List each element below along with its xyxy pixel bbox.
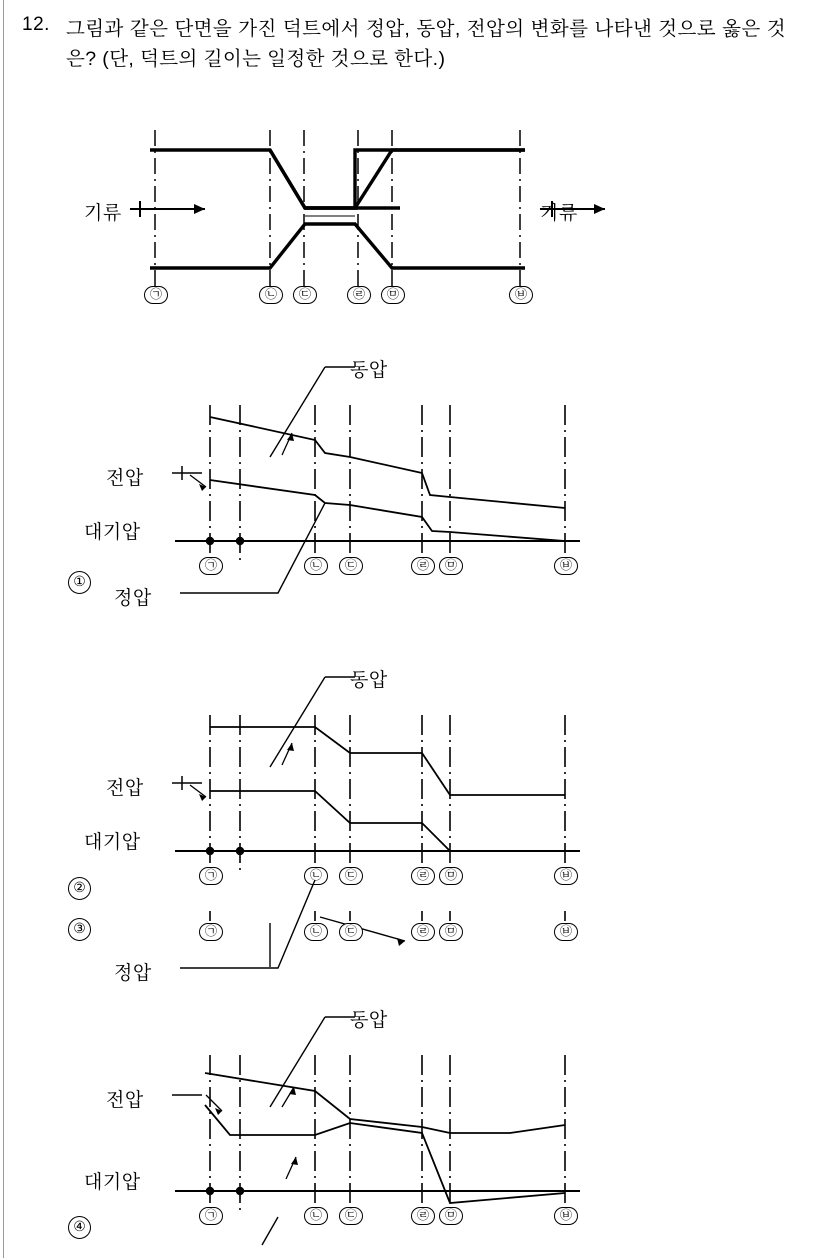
choice-3-station-5: ㉤	[439, 923, 463, 941]
choice-4-dynamic-label: 동압	[350, 1010, 388, 1031]
choice-4-atmospheric-label: 대기압	[84, 1172, 141, 1193]
duct-station-2: ㉡	[259, 286, 283, 304]
choice-1-total-label: 전압	[106, 468, 144, 489]
duct-cross-section-figure	[84, 120, 740, 310]
duct-station-6: ㉥	[509, 286, 533, 304]
choice-1-station-5: ㉤	[439, 557, 463, 575]
choice-2-station-6: ㉥	[554, 867, 578, 885]
choice-1-station-2: ㉡	[304, 557, 328, 575]
choice-4-number-label: ④	[68, 1216, 91, 1239]
choice-3-station-2: ㉡	[304, 923, 328, 941]
choice-4-station-4: ㉣	[411, 1207, 435, 1225]
choice-3-station-6: ㉥	[554, 923, 578, 941]
choice-3-station-1: ㉠	[199, 923, 223, 941]
choice-4-number[interactable]	[68, 1215, 91, 1239]
choice-4-station-2: ㉡	[304, 1207, 328, 1225]
choice-4-station-6: ㉥	[554, 1207, 578, 1225]
choice-2-station-3: ㉢	[339, 867, 363, 885]
choice-1-number-label: ①	[68, 571, 91, 594]
choice-4-station-1: ㉠	[199, 1207, 223, 1225]
choice-4-figure	[84, 995, 730, 1245]
choice-1-atmospheric-label: 대기압	[84, 522, 141, 543]
choice-2-static-leader	[110, 940, 510, 1000]
choice-1-dynamic-label: 동압	[350, 360, 388, 381]
choice-2-station-4: ㉣	[411, 867, 435, 885]
choice-4-total-label: 전압	[106, 1090, 144, 1111]
choice-2-total-label: 전압	[106, 778, 144, 799]
question-number: 12.	[22, 14, 50, 35]
question-text: 그림과 같은 단면을 가진 덕트에서 정압, 동압, 전압의 변화를 나타낸 것으로 옳은 것은? (단, 덕트의 길이는 일정한 것으로 한다.)	[66, 18, 786, 70]
choice-2-figure	[84, 655, 730, 915]
choice-2-atmospheric-label: 대기압	[84, 832, 141, 853]
choice-2-number-label: ②	[68, 877, 91, 900]
duct-right-flow-label: 기류	[540, 203, 578, 224]
choice-2-station-1: ㉠	[199, 867, 223, 885]
choice-1-static-label: 정압	[114, 588, 152, 609]
choice-1-station-3: ㉢	[339, 557, 363, 575]
choice-1-number[interactable]	[68, 570, 91, 594]
choice-2-dynamic-label: 동압	[350, 670, 388, 691]
duct-station-4: ㉣	[347, 286, 371, 304]
duct-station-3: ㉢	[293, 286, 317, 304]
choice-3-number[interactable]	[68, 917, 91, 941]
duct-left-flow-label: 기류	[84, 203, 122, 224]
choice-4-station-3: ㉢	[339, 1207, 363, 1225]
choice-1-figure	[84, 345, 730, 620]
choice-1-station-4: ㉣	[411, 557, 435, 575]
choice-2-station-5: ㉤	[439, 867, 463, 885]
choice-2-number[interactable]	[68, 876, 91, 900]
choice-4-station-5: ㉤	[439, 1207, 463, 1225]
duct-station-1: ㉠	[144, 286, 168, 304]
choice-3-number-label: ③	[68, 918, 91, 941]
choice-3-station-3: ㉢	[339, 923, 363, 941]
choice-3-station-4: ㉣	[411, 923, 435, 941]
choice-2-static-label: 정압	[114, 963, 152, 984]
choice-2-station-2: ㉡	[304, 867, 328, 885]
choice-1-station-1: ㉠	[199, 557, 223, 575]
choice-1-station-6: ㉥	[554, 557, 578, 575]
page-margin-rule	[3, 0, 4, 1258]
duct-station-5: ㉤	[381, 286, 405, 304]
